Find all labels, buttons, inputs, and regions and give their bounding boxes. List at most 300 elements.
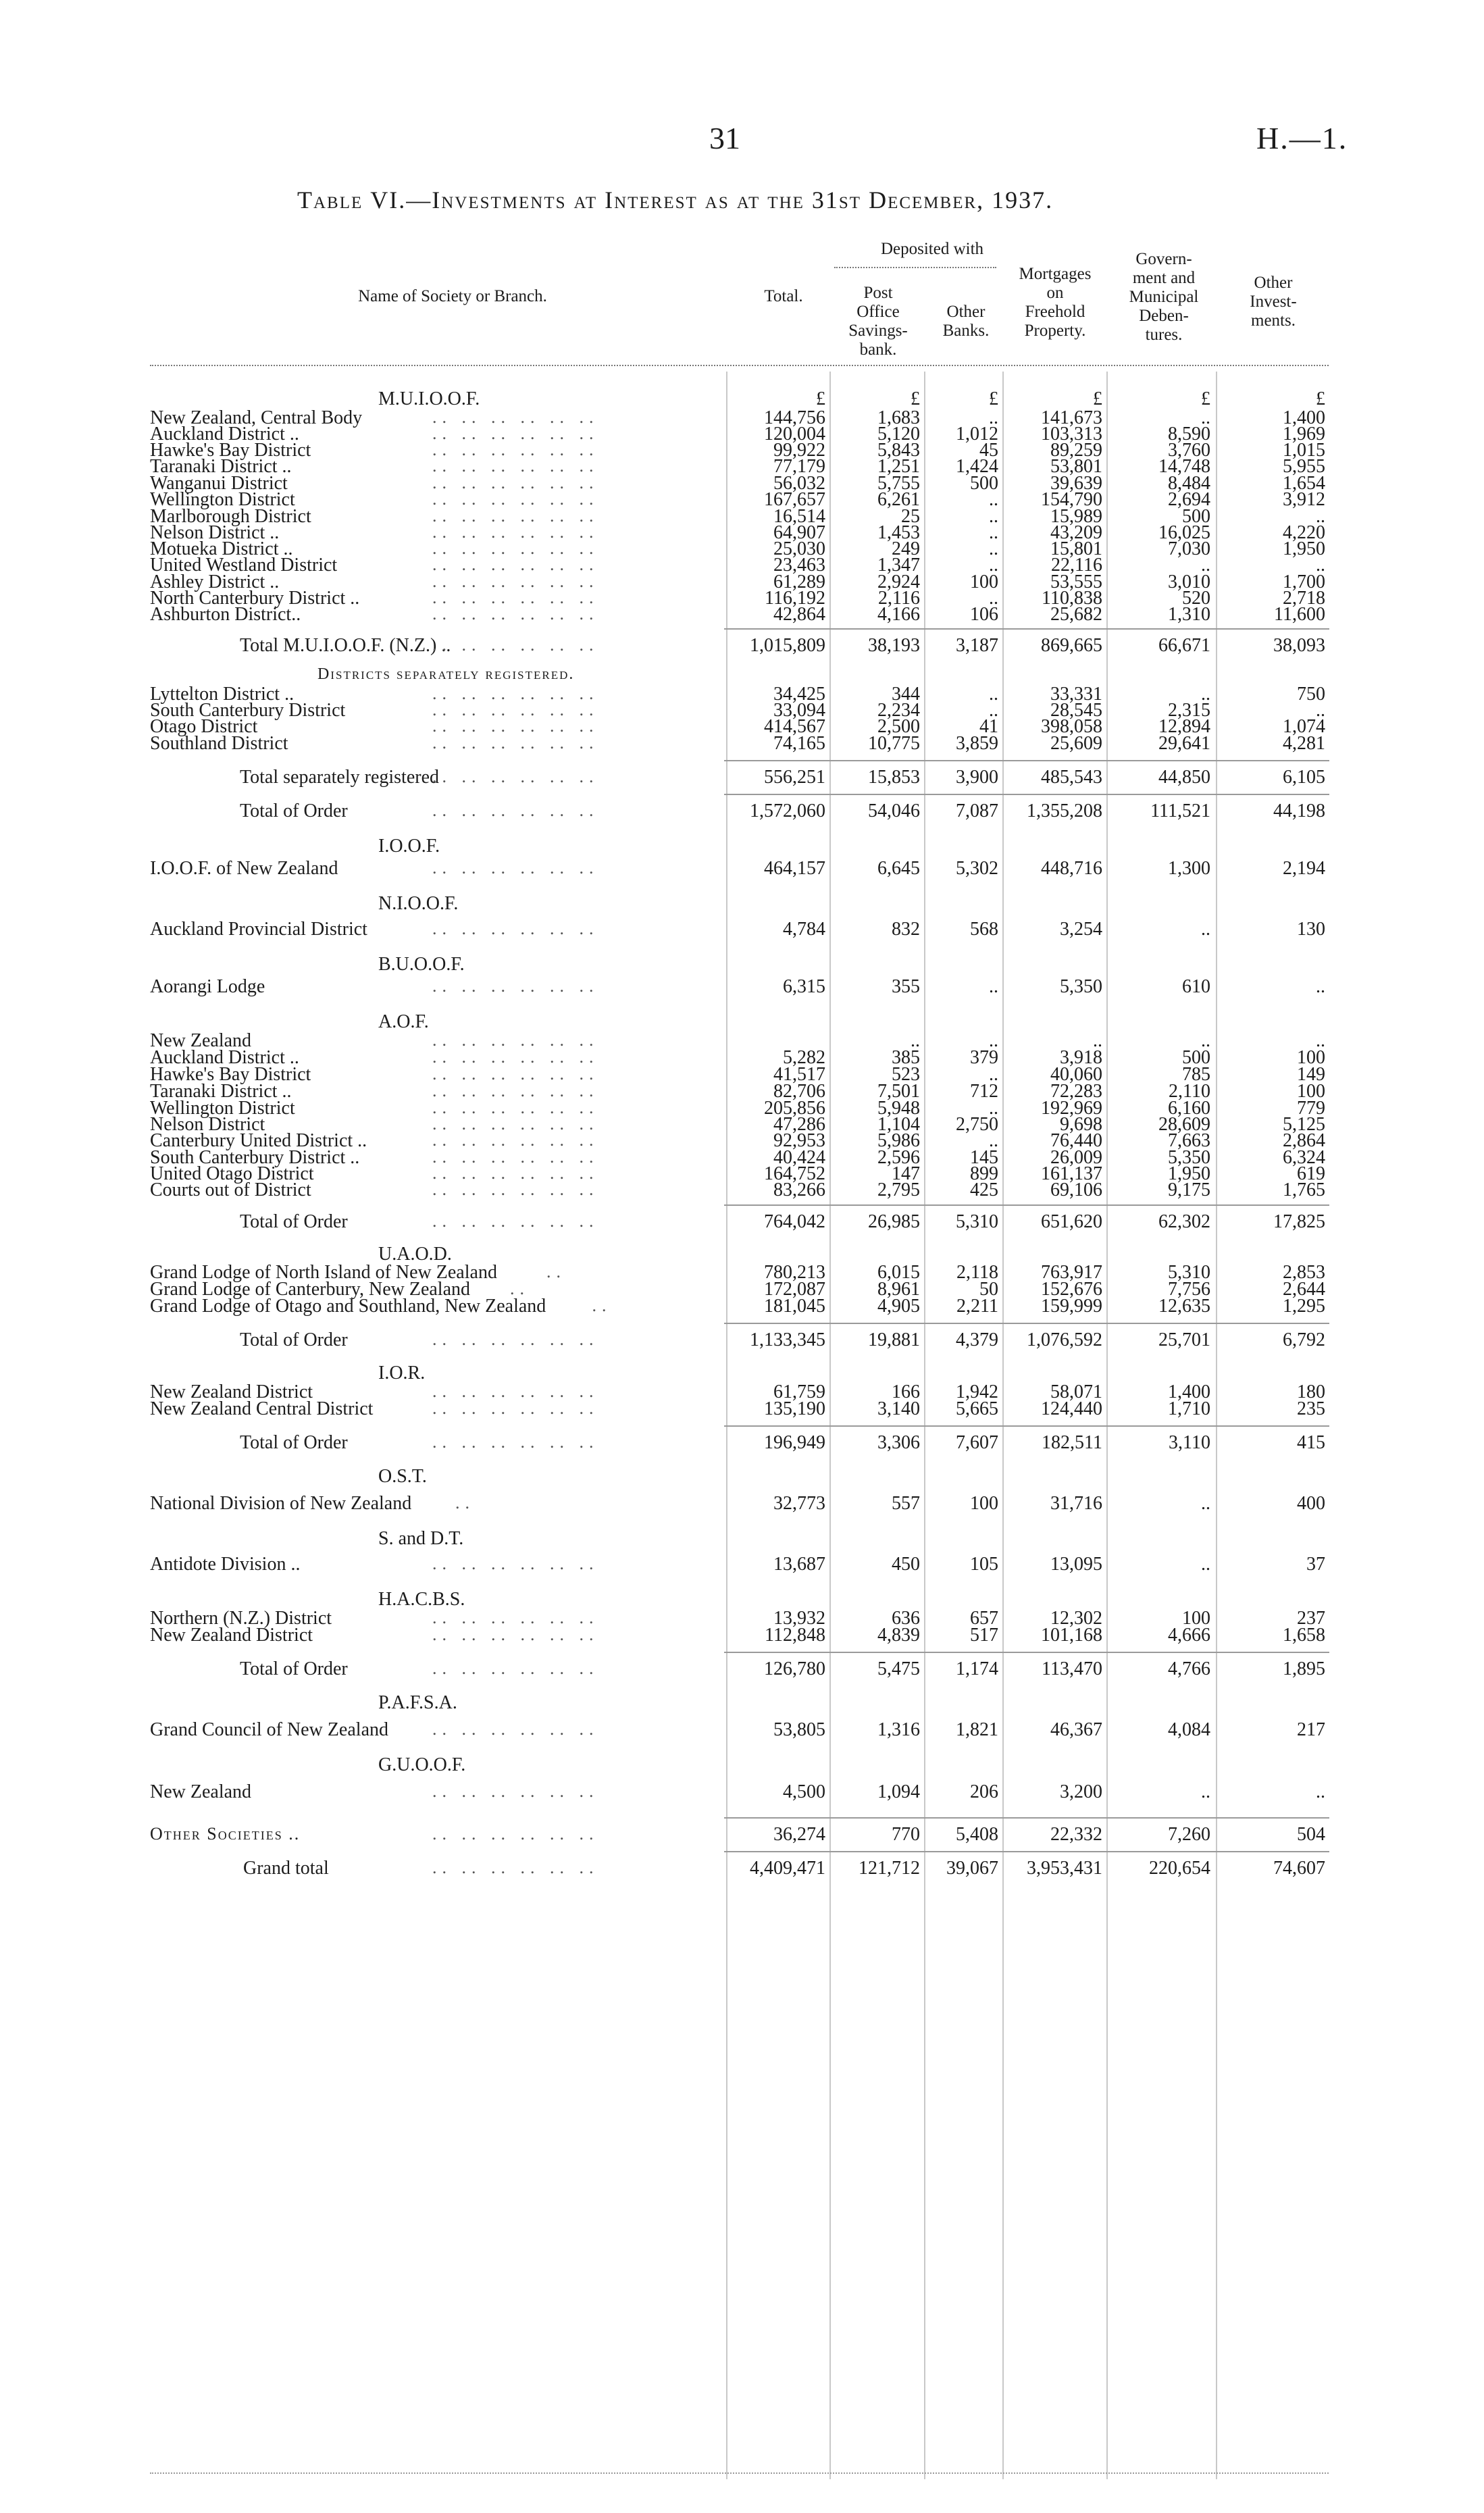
cell-other-banks: 3,900 [956,767,998,788]
cell-govt: 5,310 [1168,1262,1210,1283]
header-other-investments-line: Invest- [1250,293,1297,311]
table-row [0,1554,1484,1574]
cell-other-banks: 500 [970,473,998,494]
cell-other-banks: 517 [970,1625,998,1646]
cell-mortgages: 89,259 [1050,440,1102,461]
cell-govt: 785 [1182,1064,1210,1085]
cell-total: 41,517 [773,1064,825,1085]
cell-total: 36,274 [773,1824,825,1845]
cell-govt: 220,654 [1149,1858,1210,1879]
cell-total: 4,500 [783,1781,825,1802]
currency-symbol: £ [989,388,998,409]
cell-other-inv: 1,015 [1283,440,1325,461]
header-government-line: tures. [1145,326,1183,344]
cell-other-inv: 2,194 [1283,858,1325,879]
cell-govt: 7,663 [1168,1130,1210,1151]
total-row [0,767,1484,787]
cell-mortgages: 25,682 [1050,604,1102,625]
cell-other-banks: .. [989,1130,998,1151]
cell-govt: 12,635 [1158,1296,1210,1317]
cell-other-inv: 6,105 [1283,767,1325,788]
leader-dots: .. .. .. .. .. .. [432,588,599,607]
cell-total: 144,756 [764,407,825,428]
cell-govt: 500 [1182,506,1210,527]
leader-dots: .. .. .. .. .. .. [432,684,599,703]
cell-post: 4,905 [877,1296,920,1317]
row-label: National Division of New Zealand [150,1493,412,1514]
header-other-investments-line: ments. [1251,311,1296,330]
header-total: Total. [764,287,803,305]
cell-total: 16,514 [773,506,825,527]
leader-dots: .. .. .. .. .. .. [432,1858,599,1877]
cell-other-inv: 149 [1297,1064,1325,1085]
leader-dots: .. .. .. .. .. .. [432,456,599,476]
total-row [0,635,1484,655]
cell-post: 2,500 [877,716,920,737]
leader-dots: .. .. .. .. .. .. [432,1081,599,1100]
cell-total: 47,286 [773,1114,825,1135]
cell-mortgages: 76,440 [1050,1130,1102,1151]
cell-mortgages: 72,283 [1050,1081,1102,1102]
cell-total: 99,922 [773,440,825,461]
leader-dots: .. .. .. .. .. .. [432,538,599,558]
row-label: I.O.O.F. of New Zealand [150,858,338,879]
total-row [0,801,1484,821]
header-mortgages-line: Property. [1024,322,1086,340]
leader-dots: .. [546,1262,566,1281]
section-heading [0,665,1484,686]
cell-other-inv: 38,093 [1273,635,1325,656]
cell-total: 61,289 [773,572,825,592]
row-label: Auckland Provincial District [150,919,367,940]
cell-mortgages: 22,116 [1051,555,1102,576]
row-label: Total of Order [240,1658,348,1679]
row-label: Hawke's Bay District [150,440,311,461]
row-label: Total of Order [240,1329,348,1350]
total-rule [724,1323,1329,1324]
cell-post: 832 [892,919,920,940]
cell-mortgages: 53,555 [1050,572,1102,592]
cell-govt: 111,521 [1150,801,1210,821]
cell-govt: 8,484 [1168,473,1210,494]
cell-other-inv: 1,969 [1283,424,1325,445]
total-row [0,1211,1484,1232]
cell-other-inv: 1,950 [1283,538,1325,559]
cell-total: 61,759 [773,1381,825,1402]
cell-other-banks: .. [989,407,998,428]
cell-govt: 1,300 [1168,858,1210,879]
cell-post: 344 [892,684,920,705]
cell-total: 1,133,345 [750,1329,825,1350]
row-label: Grand Lodge of Canterbury, New Zealand [150,1279,471,1300]
leader-dots: .. .. .. .. .. .. [432,635,599,655]
cell-other-banks: .. [989,1098,998,1119]
cell-post: 3,140 [877,1398,920,1419]
cell-govt: 25,701 [1158,1329,1210,1350]
cell-mortgages: 651,620 [1041,1211,1102,1232]
table-row [0,919,1484,939]
cell-post: 5,986 [877,1130,920,1151]
cell-total: 83,266 [773,1179,825,1200]
cell-other-banks: 1,821 [956,1719,998,1740]
cell-govt: 2,694 [1168,489,1210,510]
cell-mortgages: 31,716 [1050,1493,1102,1514]
total-row [0,1824,1484,1844]
cell-mortgages: 28,545 [1050,700,1102,721]
cell-other-banks: 568 [970,919,998,940]
row-label: Auckland District .. [150,424,299,445]
leader-dots: .. .. .. .. .. .. [432,1098,599,1117]
header-post-office-line: bank. [859,340,897,359]
leader-dots: .. .. .. .. .. .. [432,555,599,574]
document-code: H.—1. [1256,121,1348,155]
cell-other-banks: 1,424 [956,456,998,477]
cell-govt: .. [1201,407,1210,428]
cell-govt: 1,310 [1168,604,1210,625]
section-heading [0,836,1484,856]
section-heading [0,954,1484,974]
cell-total: 172,087 [764,1279,825,1300]
cell-post: .. [911,1030,920,1051]
table-bottom-rule [150,2472,1329,2474]
cell-post: 5,120 [877,424,920,445]
cell-govt: 5,350 [1168,1147,1210,1168]
cell-other-banks: .. [989,1030,998,1051]
cell-other-inv: 750 [1297,684,1325,705]
leader-dots: .. .. .. .. .. .. [432,440,599,459]
row-label: Grand total [243,1858,329,1879]
cell-post: 5,755 [877,473,920,494]
row-label: Wellington District [150,489,295,510]
cell-total: 1,015,809 [750,635,825,656]
cell-other-inv: 44,198 [1273,801,1325,821]
cell-total: 196,949 [764,1432,825,1453]
section-heading [0,1244,1484,1264]
cell-govt: 9,175 [1168,1179,1210,1200]
table-row [0,1398,1484,1419]
cell-post: 54,046 [868,801,920,821]
cell-mortgages: 110,838 [1042,588,1102,609]
leader-dots: .. .. .. .. .. .. [432,716,599,736]
cell-other-inv: 4,281 [1283,733,1325,754]
cell-other-inv: .. [1316,700,1325,721]
cell-total: 82,706 [773,1081,825,1102]
cell-other-banks: 7,607 [956,1432,998,1453]
cell-other-inv: .. [1316,1781,1325,1802]
row-label: Ashburton District.. [150,604,301,625]
cell-mortgages: 58,071 [1050,1381,1102,1402]
row-label: Otago District [150,716,258,737]
row-label: New Zealand District [150,1625,313,1646]
leader-dots: .. .. .. .. .. .. [432,858,599,878]
leader-dots: .. .. .. .. .. .. [432,700,599,719]
leader-dots: .. .. .. .. .. .. [432,473,599,492]
cell-mortgages: .. [1093,1030,1102,1051]
leader-dots: .. .. .. .. .. .. [432,1114,599,1134]
section-heading [0,1363,1484,1383]
cell-total: 74,165 [773,733,825,754]
row-label: Total of Order [240,1211,348,1232]
currency-symbol: £ [816,388,825,409]
row-label: New Zealand, Central Body [150,407,363,428]
cell-other-banks: 39,067 [946,1858,998,1879]
cell-other-banks: .. [989,538,998,559]
row-label: Districts separately registered. [317,665,575,683]
cell-other-inv: 1,895 [1283,1658,1325,1679]
cell-other-inv: 5,125 [1283,1114,1325,1135]
header-mortgages-line: Mortgages [1019,265,1092,283]
total-rule [724,1425,1329,1427]
cell-post: 3,306 [877,1432,920,1453]
cell-post: 8,961 [877,1279,920,1300]
cell-other-inv: 3,912 [1283,489,1325,510]
table-row [0,858,1484,878]
row-label: New Zealand Central District [150,1398,374,1419]
cell-other-banks: 2,118 [956,1262,998,1283]
cell-govt: 6,160 [1168,1098,1210,1119]
cell-govt: 610 [1182,976,1210,997]
cell-other-banks: 3,187 [956,635,998,656]
row-label: Courts out of District [150,1179,311,1200]
cell-mortgages: 124,440 [1041,1398,1102,1419]
cell-other-banks: 41 [979,716,998,737]
total-row [0,1329,1484,1350]
leader-dots: .. .. .. .. .. .. [432,1781,599,1801]
cell-other-banks: 105 [970,1554,998,1575]
cell-mortgages: 3,254 [1060,919,1102,940]
cell-total: 6,315 [783,976,825,997]
cell-mortgages: 53,801 [1050,456,1102,477]
cell-other-banks: .. [989,522,998,543]
cell-mortgages: 15,801 [1050,538,1102,559]
table-row [0,976,1484,996]
leader-dots: .. .. .. .. .. .. [432,767,599,786]
cell-other-inv: 37 [1306,1554,1325,1575]
row-label: P.A.F.S.A. [378,1692,457,1713]
cell-post: 19,881 [868,1329,920,1350]
cell-total: 32,773 [773,1493,825,1514]
cell-other-banks: 1,012 [956,424,998,445]
cell-other-banks: 100 [970,1493,998,1514]
header-post-office-line: Office [856,303,900,321]
row-label: Aorangi Lodge [150,976,265,997]
row-label: H.A.C.B.S. [378,1589,465,1610]
cell-govt: 3,010 [1168,572,1210,592]
cell-other-inv: 11,600 [1274,604,1325,625]
leader-dots: .. .. .. .. .. .. [432,424,599,443]
cell-mortgages: 3,200 [1060,1781,1102,1802]
cell-mortgages: 398,058 [1041,716,1102,737]
cell-govt: 2,315 [1168,700,1210,721]
section-heading [0,1466,1484,1486]
header-other-investments-line: Other [1254,274,1293,292]
section-heading [0,1011,1484,1032]
row-label: Nelson District .. [150,522,280,543]
table-row [0,1179,1484,1200]
cell-govt: 100 [1182,1608,1210,1629]
cell-other-banks: 50 [979,1279,998,1300]
grand-total-row [0,1858,1484,1878]
cell-post: 147 [892,1163,920,1184]
cell-post: 38,193 [868,635,920,656]
leader-dots: .. .. .. .. .. .. [432,407,599,427]
cell-total: 135,190 [764,1398,825,1419]
cell-other-inv: 4,220 [1283,522,1325,543]
row-label: Auckland District .. [150,1047,299,1068]
row-label: I.O.R. [378,1363,426,1384]
section-heading [0,1754,1484,1775]
cell-govt: 7,260 [1168,1824,1210,1845]
row-label: Lyttelton District .. [150,684,295,705]
cell-mortgages: 1,076,592 [1027,1329,1102,1350]
currency-symbol: £ [1201,388,1210,409]
leader-dots: .. .. .. .. .. .. [432,489,599,509]
cell-mortgages: 101,168 [1041,1625,1102,1646]
cell-post: 1,347 [877,555,920,576]
cell-mortgages: 25,609 [1050,733,1102,754]
cell-total: 92,953 [773,1130,825,1151]
cell-govt: .. [1201,555,1210,576]
cell-mortgages: 3,918 [1060,1047,1102,1068]
cell-post: 249 [892,538,920,559]
cell-govt: .. [1201,1493,1210,1514]
header-government-line: Govern- [1135,250,1192,268]
section-heading [0,1589,1484,1609]
leader-dots: .. .. .. .. .. .. [432,1163,599,1183]
cell-mortgages: 485,543 [1041,767,1102,788]
cell-other-inv: 1,074 [1283,716,1325,737]
cell-total: 56,032 [773,473,825,494]
row-label: Total separately registered [240,767,440,788]
cell-other-banks: .. [989,1064,998,1085]
cell-other-inv: 217 [1297,1719,1325,1740]
cell-other-inv: 1,400 [1283,407,1325,428]
cell-mortgages: 69,106 [1050,1179,1102,1200]
cell-govt: .. [1201,919,1210,940]
row-label: Grand Lodge of Otago and Southland, New Zealand [150,1296,546,1317]
cell-mortgages: 141,673 [1041,407,1102,428]
header-deposited-with: Deposited with [880,240,984,258]
cell-other-inv: 1,654 [1283,473,1325,494]
leader-dots: .. [455,1493,475,1513]
row-label: Antidote Division .. [150,1554,301,1575]
cell-post: 6,261 [877,489,920,510]
cell-other-banks: 206 [970,1781,998,1802]
cell-govt: 66,671 [1158,635,1210,656]
cell-mortgages: 22,332 [1050,1824,1102,1845]
cell-other-inv: 180 [1297,1381,1325,1402]
leader-dots: .. .. .. .. .. .. [432,1030,599,1050]
cell-total: 120,004 [764,424,825,445]
cell-total: 77,179 [773,456,825,477]
cell-post: 4,839 [877,1625,920,1646]
cell-other-banks: .. [989,684,998,705]
cell-post: 166 [892,1381,920,1402]
cell-other-banks: .. [989,588,998,609]
cell-other-inv: .. [1316,506,1325,527]
cell-post: 6,015 [877,1262,920,1283]
row-label: B.U.O.O.F. [378,954,465,975]
cell-post: 121,712 [859,1858,920,1879]
leader-dots: .. .. .. .. .. .. [432,1398,599,1418]
row-label: S. and D.T. [378,1528,464,1549]
cell-other-banks: 4,379 [956,1329,998,1350]
table-row [0,604,1484,624]
cell-post: 5,948 [877,1098,920,1119]
section-heading [0,1692,1484,1712]
cell-mortgages: 40,060 [1050,1064,1102,1085]
row-label: O.S.T. [378,1466,427,1487]
leader-dots: .. .. .. .. .. .. [432,1608,599,1627]
cell-post: 2,234 [877,700,920,721]
cell-total: 4,409,471 [750,1858,825,1879]
cell-govt: 44,850 [1158,767,1210,788]
cell-total: 780,213 [764,1262,825,1283]
row-label: Other Societies .. [150,1824,301,1844]
cell-post: 1,453 [877,522,920,543]
cell-other-inv: .. [1316,976,1325,997]
row-label: New Zealand [150,1781,252,1802]
cell-other-banks: .. [989,506,998,527]
cell-other-banks: 657 [970,1608,998,1629]
cell-govt: .. [1201,684,1210,705]
cell-mortgages: 43,209 [1050,522,1102,543]
row-label: North Canterbury District .. [150,588,360,609]
cell-post: 4,166 [877,604,920,625]
row-label: New Zealand District [150,1381,313,1402]
cell-govt: 4,666 [1168,1625,1210,1646]
row-label: Total M.U.I.O.O.F. (N.Z.) .. [240,635,451,656]
row-label: I.O.O.F. [378,836,440,857]
cell-other-inv: 100 [1297,1081,1325,1102]
row-label: Nelson District [150,1114,265,1135]
cell-other-banks: 3,859 [956,733,998,754]
header-post-office-line: Savings- [848,322,908,340]
cell-total: 13,687 [773,1554,825,1575]
cell-post: 25 [901,506,920,527]
leader-dots: .. .. .. .. .. .. [432,1147,599,1167]
cell-post: 450 [892,1554,920,1575]
cell-post: 10,775 [868,733,920,754]
cell-other-inv: 6,324 [1283,1147,1325,1168]
leader-dots: .. .. .. .. .. .. [432,1719,599,1739]
cell-govt: 29,641 [1158,733,1210,754]
cell-post: 2,924 [877,572,920,592]
row-label: Grand Lodge of North Island of New Zealand [150,1262,497,1283]
cell-other-banks: 425 [970,1179,998,1200]
cell-govt: 1,950 [1168,1163,1210,1184]
cell-total: 64,907 [773,522,825,543]
cell-post: 15,853 [868,767,920,788]
cell-mortgages: 13,095 [1050,1554,1102,1575]
title-prefix: Table [297,186,363,213]
row-label: Marlborough District [150,506,311,527]
cell-govt: 62,302 [1158,1211,1210,1232]
cell-other-banks: 5,408 [956,1824,998,1845]
cell-mortgages: 152,676 [1041,1279,1102,1300]
cell-govt: 3,110 [1169,1432,1210,1453]
cell-total: 205,856 [764,1098,825,1119]
cell-other-inv: 100 [1297,1047,1325,1068]
cell-post: 2,596 [877,1147,920,1168]
cell-govt: 7,030 [1168,538,1210,559]
cell-govt: 4,084 [1168,1719,1210,1740]
cell-govt: 8,590 [1168,424,1210,445]
cell-mortgages: 3,953,431 [1027,1858,1102,1879]
cell-post: 770 [892,1824,920,1845]
table-row [0,733,1484,753]
cell-other-inv: 5,955 [1283,456,1325,477]
